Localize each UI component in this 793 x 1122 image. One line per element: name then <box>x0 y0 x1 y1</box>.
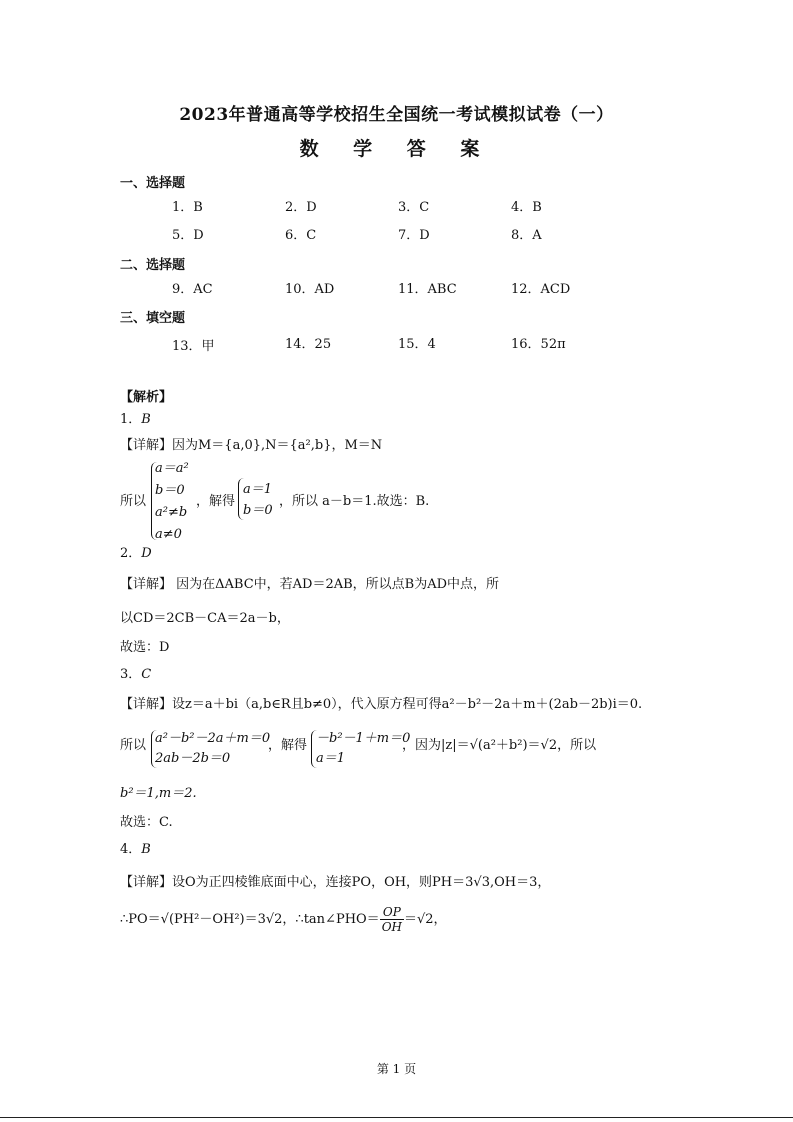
section-heading: 一、选择题 <box>120 176 186 191</box>
answer-item: 4．B <box>511 200 542 215</box>
q3-line: b²＝1,m＝2. <box>120 786 197 801</box>
q3-line: 故选：C. <box>120 815 173 830</box>
q1-label: 1．B <box>120 412 151 427</box>
answer-item: 5．D <box>172 228 204 243</box>
q3-so-prefix: 所以 <box>120 738 147 753</box>
q1-so-prefix: 所以 <box>120 494 147 509</box>
q1-sol-line: b＝0 <box>243 503 273 518</box>
q4-label: 4．B <box>120 842 151 857</box>
answer-item: 8．A <box>511 228 542 243</box>
q3-line: 【详解】设z＝a＋bi（a,b∈R且b≠0），代入原方程可得a²－b²－2a＋m＋(2ab－2b)i＝0. <box>120 697 643 712</box>
answer-item: 16．52π <box>511 337 566 352</box>
answer-item: 14．25 <box>285 337 332 352</box>
q3-solve-prefix: ，解得 <box>268 738 308 753</box>
page-subtitle: 数 学 答 案 <box>299 138 494 160</box>
q2-line: 以CD＝2CB－CA＝2a－b， <box>120 611 290 626</box>
answer-item: 11．ABC <box>398 282 457 297</box>
q3-sol-line: a＝1 <box>316 751 346 766</box>
q1-solve-prefix: ，解得 <box>196 494 236 509</box>
q3-tail: ，因为|z|＝√(a²＋b²)＝√2，所以 <box>402 738 597 753</box>
q3-sol-line: －b²－1＋m＝0 <box>316 731 411 746</box>
analysis-heading: 【解析】 <box>120 390 173 405</box>
q4-formula: ∴PO＝√(PH²－OH²)＝3√2，∴tan∠PHO＝ $\frac{OP}{OH}$ ＝√2， <box>120 905 447 934</box>
fraction: $\frac{OP}{OH}$ <box>381 905 402 934</box>
answer-item: 15．4 <box>398 337 436 352</box>
q1-tail: ，所以 a－b＝1.故选：B. <box>279 494 430 509</box>
answer-item: 6．C <box>285 228 317 243</box>
q1-sys-line: a²≠b <box>155 505 188 520</box>
q4-line: 【详解】设O为正四棱锥底面中心，连接PO，OH，则PH＝3√3,OH＝3， <box>120 875 551 890</box>
answer-item: 13．甲 <box>172 339 215 354</box>
section-heading: 二、选择题 <box>120 258 186 273</box>
section-heading: 三、填空题 <box>120 311 186 326</box>
q3-sys-line: 2ab－2b＝0 <box>155 751 231 766</box>
answer-item: 9．AC <box>172 282 213 297</box>
q1-sys-line: b＝0 <box>155 483 185 498</box>
q1-sol-line: a＝1 <box>243 482 273 497</box>
answer-item: 3．C <box>398 200 430 215</box>
q2-line: 【详解】 因为在ΔABC中，若AD＝2AB，所以点B为AD中点，所 <box>120 577 500 592</box>
q3-sys-line: a²－b²－2a＋m＝0 <box>155 731 271 746</box>
answer-item: 1．B <box>172 200 203 215</box>
answer-item: 7．D <box>398 228 430 243</box>
bottom-rule <box>0 1117 793 1118</box>
answer-item: 2．D <box>285 200 317 215</box>
q1-detail: 【详解】因为M＝{a,0},N＝{a²,b}，M＝N <box>120 438 383 453</box>
q1-sys-line: a≠0 <box>155 527 182 542</box>
q1-sys-line: a＝a² <box>155 461 189 476</box>
page-number: 第 1 页 <box>376 1062 417 1076</box>
q2-label: 2．D <box>120 546 152 561</box>
answer-item: 10．AD <box>285 282 335 297</box>
q3-label: 3．C <box>120 667 152 682</box>
page-title: 2023年普通高等学校招生全国统一考试模拟试卷（一） <box>179 105 614 125</box>
answer-item: 12．ACD <box>511 282 571 297</box>
q2-line: 故选：D <box>120 640 170 655</box>
